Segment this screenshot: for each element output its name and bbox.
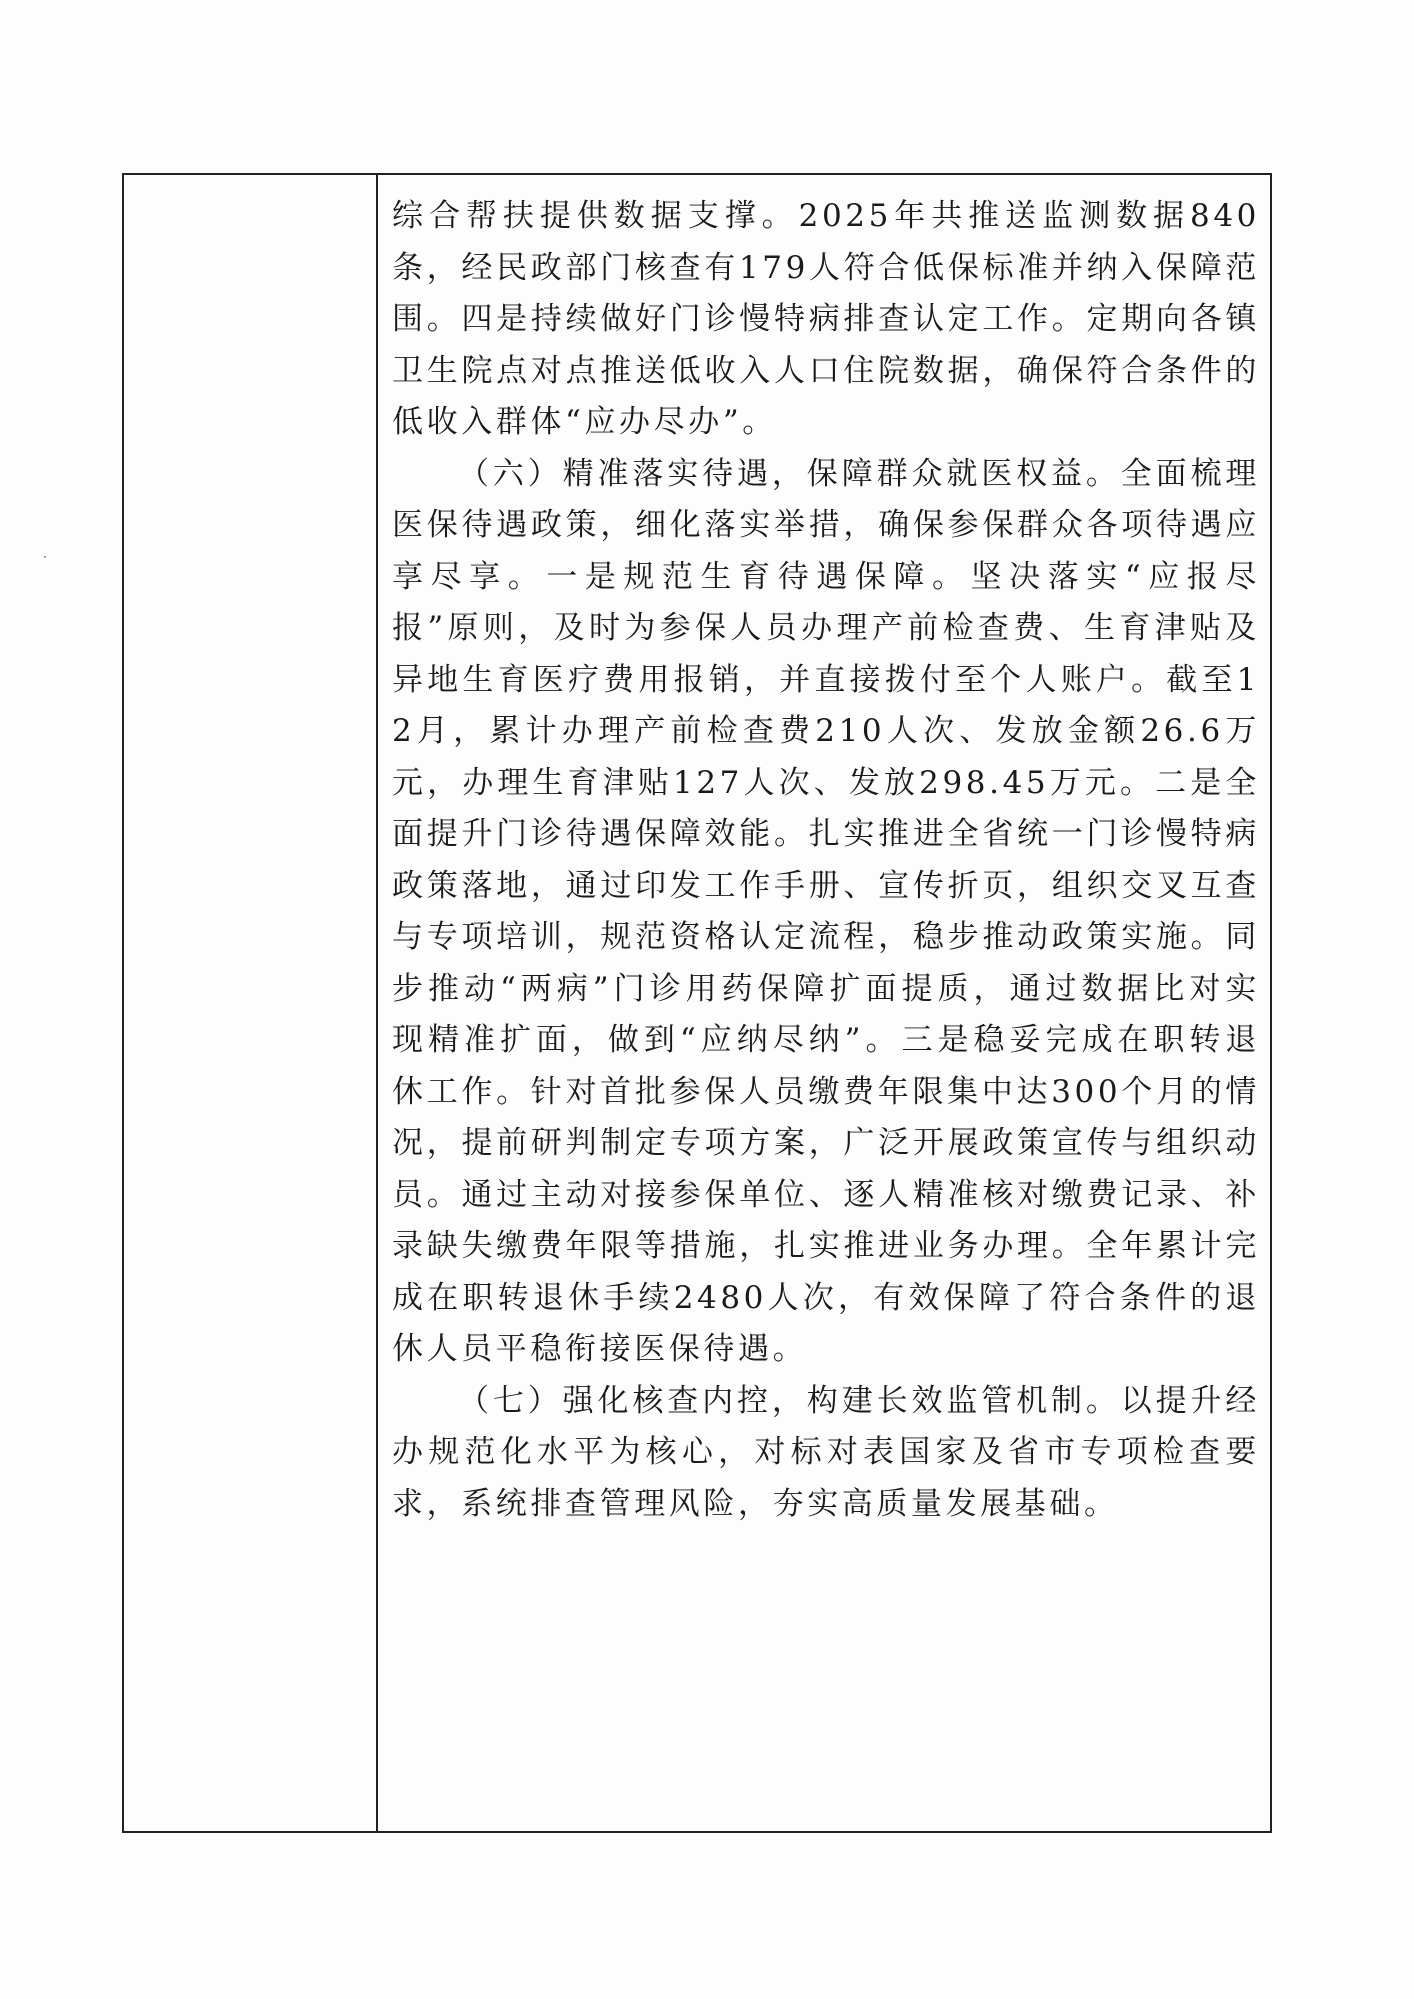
scan-artifact-dot [44,556,46,558]
paragraph-continuation: 综合帮扶提供数据支撑。2025年共推送监测数据840条，经民政部门核查有179人符合低保标准并纳入保障范围。四是持续做好门诊慢特病排查认定工作。定期向各镇卫生院点对点推送低收入人口住院数据，确保符合条件的低收入群体“应办尽办”。 [392,198,1260,440]
report-table [122,173,1272,1833]
paragraph-section-7: （七）强化核查内控，构建长效监管机制。以提升经办规范化水平为核心，对标对表国家及省市专项检查要求，系统排查管理风险，夯实高质量发展基础。 [392,1382,1260,1522]
table-left-cell [124,175,378,1831]
table-content-cell [378,175,1270,1831]
paragraph-section-6: （六）精准落实待遇，保障群众就医权益。全面梳理医保待遇政策，细化落实举措，确保参保群众各项待遇应享尽享。一是规范生育待遇保障。坚决落实“应报尽报”原则，及时为参保人员办理产前检查费、生育津贴及异地生育医疗费用报销，并直接拨付至个人账户。截至12月，累计办理产前检查费210人次、发放金额26.6万元，办理生育津贴127人次、发放298.45万元。二是全面提升门诊待遇保障效能。扎实推进全省统一门诊慢特病政策落地，通过印发工作手册、宣传折页，组织交叉互查与专项培训，规范资格认定流程，稳步推动政策实施。同步推动“两病”门诊用药保障扩面提质，通过数据比对实现精准扩面，做到“应纳尽纳”。三是稳妥完成在职转退休工作。针对首批参保人员缴费年限集中达300个月的情况，提前研判制定专项方案，广泛开展政策宣传与组织动员。通过主动对接参保单位、逐人精准核对缴费记录、补录缺失缴费年限等措施，扎实推进业务办理。全年累计完成在职转退休手续2480人次，有效保障了符合条件的退休人员平稳衔接医保待遇。 [392,455,1260,1367]
